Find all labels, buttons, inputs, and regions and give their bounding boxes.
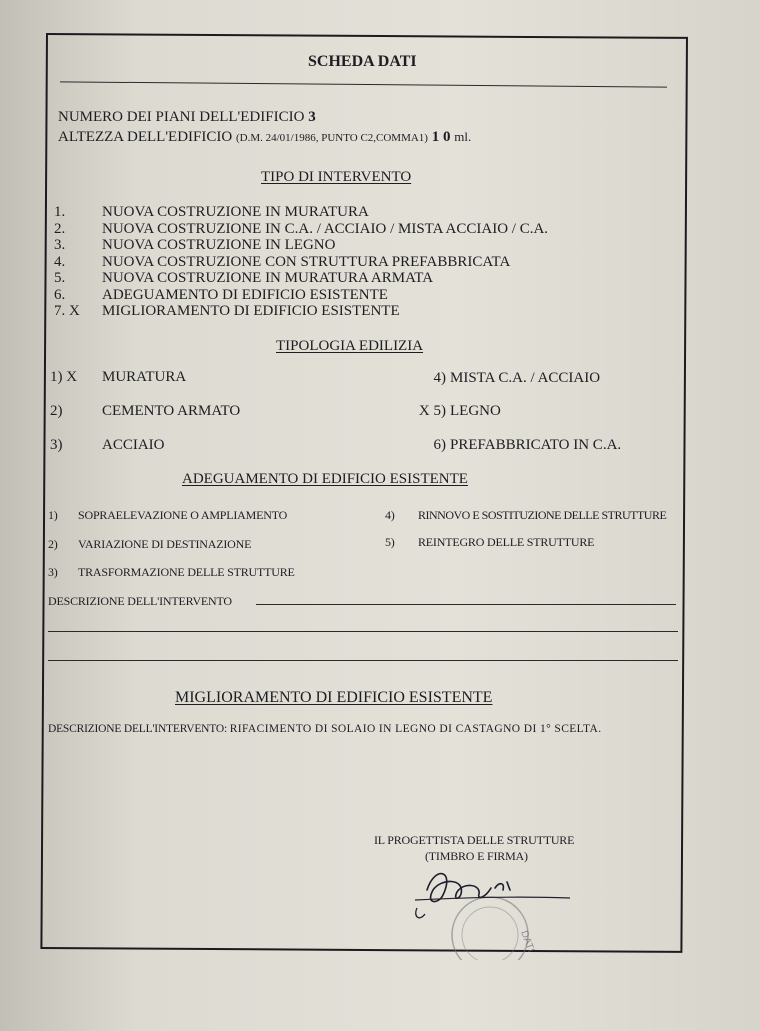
item-number: 5. — [54, 270, 66, 286]
floors-label: NUMERO DEI PIANI DELL'EDIFICIO — [58, 109, 305, 125]
item-number: 2) — [48, 537, 58, 551]
adeguamento-descrizione-label: DESCRIZIONE DELL'INTERVENTO — [48, 594, 232, 608]
item-number: 4) — [433, 370, 446, 386]
item-label: MIGLIORAMENTO DI EDIFICIO ESISTENTE — [102, 303, 400, 319]
descrizione-line — [48, 631, 678, 632]
stamp-inner-circle — [462, 907, 518, 960]
item-label: TRASFORMAZIONE DELLE STRUTTURE — [78, 565, 295, 579]
miglioramento-heading: MIGLIORAMENTO DI EDIFICIO ESISTENTE — [175, 689, 493, 706]
adeguamento-item — [48, 538, 251, 550]
item-label: LEGNO — [450, 403, 501, 419]
item-label: ADEGUAMENTO DI EDIFICIO ESISTENTE — [102, 287, 388, 303]
miglioramento-descrizione — [48, 724, 602, 736]
height-ref: (D.M. 24/01/1986, PUNTO C2,COMMA1) — [235, 132, 428, 144]
tipologia-item — [50, 438, 165, 453]
floors-row — [58, 110, 316, 125]
list-item — [54, 222, 548, 237]
adeguamento-item — [385, 509, 666, 521]
height-value: 1 0 — [431, 129, 451, 145]
item-number: 1) X — [50, 369, 78, 385]
list-item — [54, 271, 433, 286]
page-title: SCHEDA DATI — [308, 53, 417, 70]
item-label: CEMENTO ARMATO — [102, 403, 241, 419]
item-label: NUOVA COSTRUZIONE CON STRUTTURA PREFABBRICATA — [102, 254, 511, 270]
item-number: 3) — [50, 437, 63, 453]
item-number: 6) — [433, 437, 446, 453]
item-number: 2. — [54, 221, 66, 237]
progettista-label: IL PROGETTISTA DELLE STRUTTURE — [374, 833, 575, 847]
item-label: MURATURA — [102, 369, 187, 385]
list-item — [54, 205, 369, 220]
item-label: NUOVA COSTRUZIONE IN LEGNO — [102, 237, 336, 253]
tipologia-heading: TIPOLOGIA EDILIZIA — [276, 338, 424, 354]
tipologia-item — [50, 404, 240, 419]
item-label: SOPRAELEVAZIONE O AMPLIAMENTO — [78, 508, 288, 522]
item-number: 3. — [54, 237, 66, 253]
floors-value: 3 — [308, 109, 316, 125]
tipo-intervento-heading: TIPO DI INTERVENTO — [261, 169, 412, 185]
stamp-text: DATI — [518, 929, 537, 954]
tipologia-item — [376, 371, 600, 386]
item-label: REINTEGRO DELLE STRUTTURE — [418, 535, 595, 549]
descrizione-line — [256, 604, 676, 605]
adeguamento-heading: ADEGUAMENTO DI EDIFICIO ESISTENTE — [182, 471, 468, 487]
descrizione-line — [48, 660, 678, 661]
item-number: 6. — [54, 287, 66, 303]
stamp-circle — [452, 897, 528, 960]
item-label: NUOVA COSTRUZIONE IN C.A. / ACCIAIO / MISTA ACCIAIO / C.A. — [102, 221, 549, 237]
list-item — [54, 238, 335, 253]
item-number: 5) — [385, 535, 395, 549]
item-label: RINNOVO E SOSTITUZIONE DELLE STRUTTURE — [418, 508, 667, 522]
item-label: MISTA C.A. / ACCIAIO — [450, 370, 601, 386]
item-number: 4) — [385, 508, 395, 522]
adeguamento-item — [385, 536, 594, 548]
item-number: 2) — [50, 403, 63, 419]
item-number: 7. X — [54, 303, 80, 319]
tipologia-item — [50, 370, 186, 385]
list-item — [54, 288, 388, 303]
height-row — [58, 130, 471, 145]
item-number: 4. — [54, 254, 66, 270]
adeguamento-item — [48, 509, 287, 521]
signature-stamp-graphic — [395, 860, 575, 960]
tipologia-item — [372, 438, 621, 453]
item-label: VARIAZIONE DI DESTINAZIONE — [78, 537, 252, 551]
list-item — [54, 304, 400, 319]
item-number: X 5) — [418, 403, 446, 419]
miglioramento-descrizione-label: DESCRIZIONE DELL'INTERVENTO: — [48, 723, 227, 735]
item-number: 3) — [48, 565, 58, 579]
signature-flourish — [416, 908, 425, 918]
timbro-firma-note: (TIMBRO E FIRMA) — [425, 849, 528, 863]
item-number: 1) — [48, 508, 58, 522]
miglioramento-descrizione-value: RIFACIMENTO DI SOLAIO IN LEGNO DI CASTAGNO DI 1° SCELTA. — [229, 723, 602, 735]
adeguamento-item — [48, 566, 295, 578]
item-label: PREFABBRICATO IN C.A. — [450, 437, 622, 453]
item-label: ACCIAIO — [102, 437, 165, 453]
tipologia-item — [372, 404, 501, 419]
list-item — [54, 255, 510, 270]
item-label: NUOVA COSTRUZIONE IN MURATURA — [102, 204, 369, 220]
height-unit: ml. — [454, 129, 472, 144]
height-label: ALTEZZA DELL'EDIFICIO — [58, 129, 233, 145]
item-label: NUOVA COSTRUZIONE IN MURATURA ARMATA — [102, 270, 434, 286]
item-number: 1. — [54, 204, 66, 220]
